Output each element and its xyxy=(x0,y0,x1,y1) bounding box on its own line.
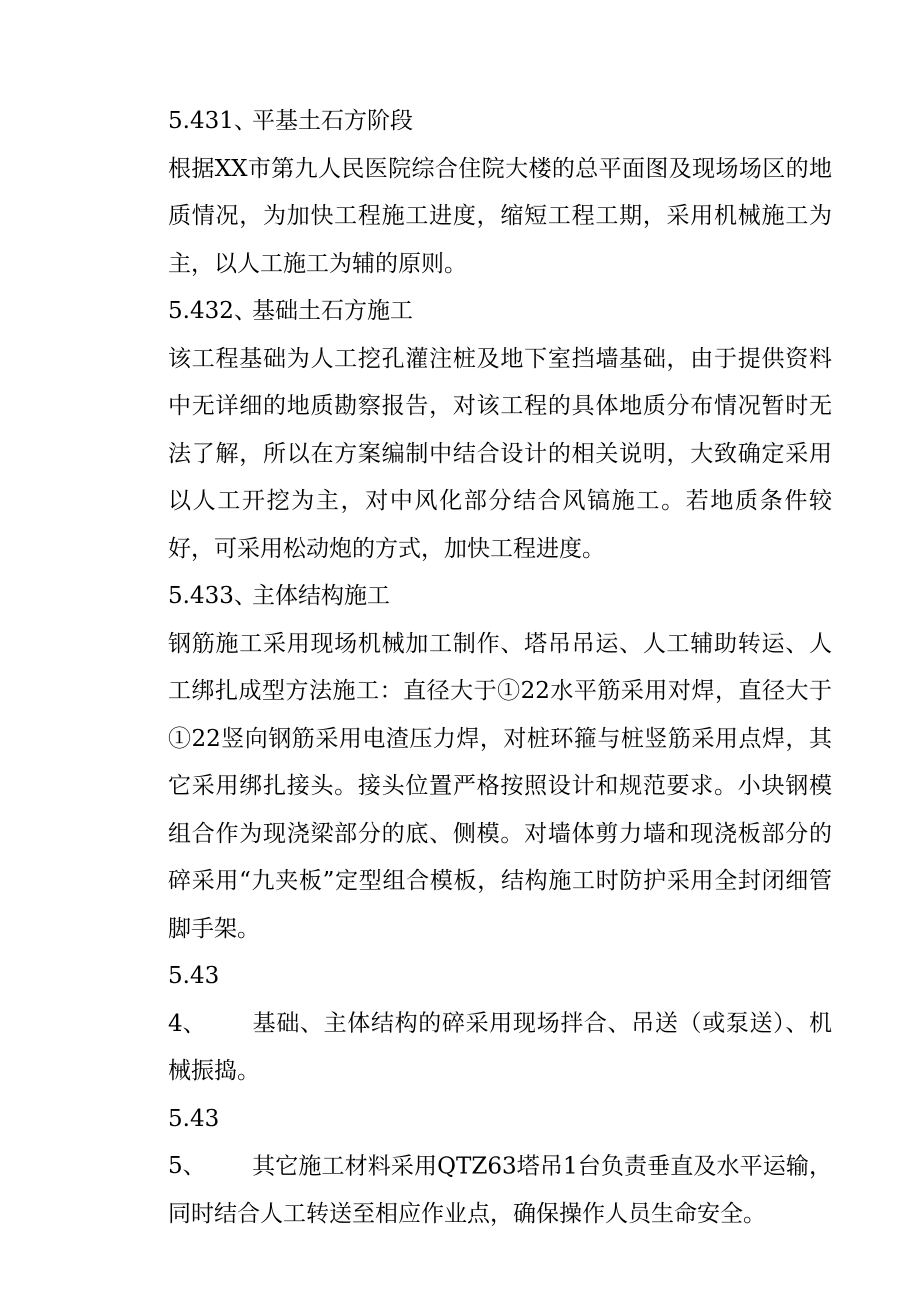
section-heading-5-432 xyxy=(168,288,832,336)
section-heading-5-431 xyxy=(168,98,832,146)
section-number: 5.431、 xyxy=(168,108,257,134)
section-number: 5.433、 xyxy=(168,583,257,609)
section-body-5-432: 该工程基础为人工挖孔灌注桩及地下室挡墙基础，由于提供资料中无详细的地质勘察报告，对该工程的具体地质分布情况暂时无法了解，所以在方案编制中结合设计的相关说明，大致确定采用以人工开挖为主，对中风化部分结合风镐施工。若地质条件较好，可采用松动炮的方式，加快工程进度。 xyxy=(168,345,832,562)
section-number: 5.435、 xyxy=(168,1105,220,1179)
section-heading-5-433 xyxy=(168,573,832,621)
section-body-5-431: 根据XX市第九人民医院综合住院大楼的总平面图及现场场区的地质情况，为加快工程施工进度，缩短工程工期，采用机械施工为主，以人工施工为辅的原则。 xyxy=(168,155,832,277)
section-title: 基础土石方施工 xyxy=(252,298,413,324)
section-title: 平基土石方阶段 xyxy=(252,108,413,134)
document-page xyxy=(168,98,832,1238)
section-text: 基础、主体结构的碎采用现场拌合、吊送（或泵送）、机械振捣。 xyxy=(168,1010,832,1084)
section-number: 5.432、 xyxy=(168,298,257,324)
section-number: 5.434、 xyxy=(168,963,220,1037)
section-5-435 xyxy=(168,1096,832,1239)
section-title: 主体结构施工 xyxy=(252,583,390,609)
section-text: 其它施工材料采用QTZ63塔吊1台负责垂直及水平运输，同时结合人工转送至相应作业点，确保操作人员生命安全。 xyxy=(168,1153,832,1227)
section-body-5-433: 钢筋施工采用现场机械加工制作、塔吊吊运、人工辅助转运、人工绑扎成型方法施工：直径大于①22水平筋采用对焊，直径大于①22竖向钢筋采用电渣压力焊，对桩环箍与桩竖筋采用点焊，其它采用绑扎接头。接头位置严格按照设计和规范要求。小块钢模组合作为现浇梁部分的底、侧模。对墙体剪力墙和现浇板部分的碎采用“九夹板”定型组合模板，结构施工时防护采用全封闭细管脚手架。 xyxy=(168,630,832,942)
section-5-434 xyxy=(168,953,832,1096)
